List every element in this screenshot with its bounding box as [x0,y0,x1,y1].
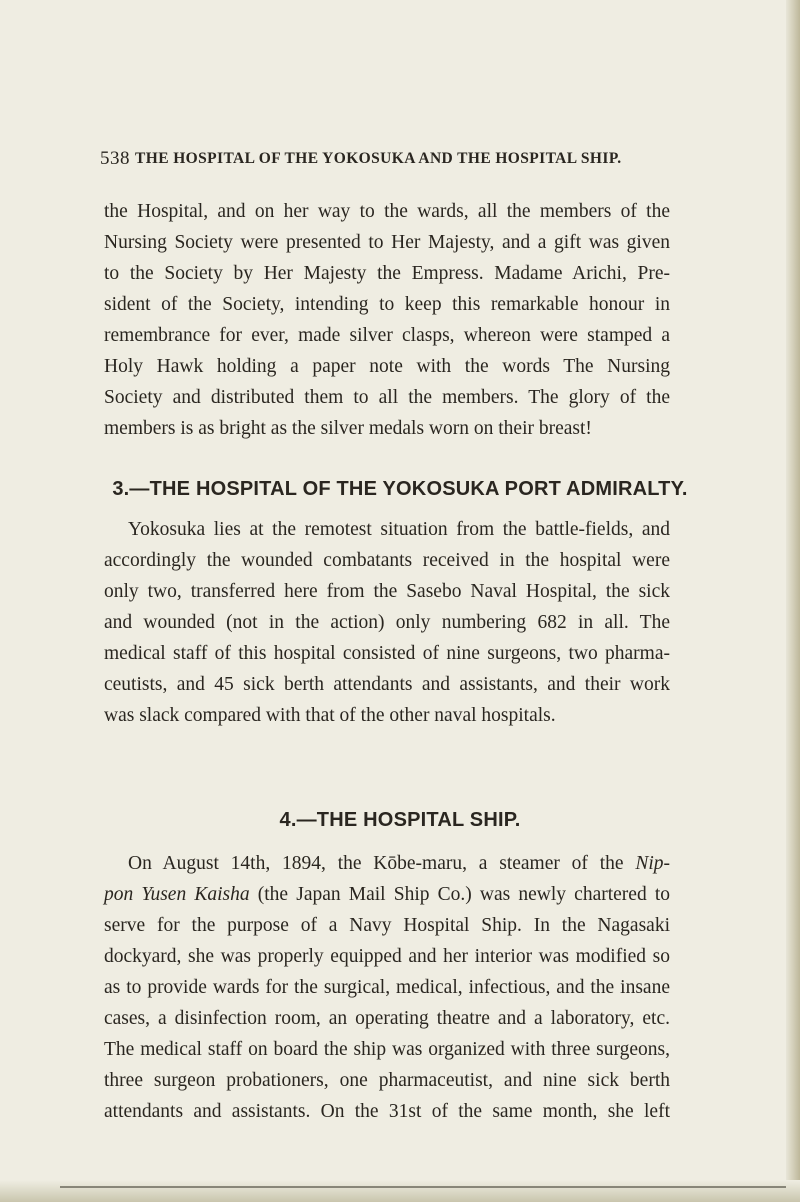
text-line: Nursing Society were presented to Her Majesty, and a gift was given [104,232,670,253]
running-title: THE HOSPITAL OF THE YOKOSUKA AND THE HOSPITAL SHIP. [135,150,622,167]
text-line: serve for the purpose of a Navy Hospital Ship. In the Nagasaki [104,915,670,936]
text-line: ceutists, and 45 sick berth attendants and assistants, and their work [104,674,670,695]
text-line: Yokosuka lies at the remotest situation from the battle-fields, and [128,519,670,540]
paragraph-1 [104,196,670,444]
text-line: only two, transferred here from the Sasebo Naval Hospital, the sick [104,581,670,602]
section-heading-4: 4.—THE HOSPITAL SHIP. [279,809,521,831]
page-bottom-rule [60,1186,786,1188]
text-line: cases, a disinfection room, an operating theatre and a laboratory, etc. [104,1008,670,1029]
text-line: three surgeon probationers, one pharmaceutist, and nine sick berth [104,1070,670,1091]
text-line: sident of the Society, intending to keep this remarkable honour in [104,294,670,315]
text-line: and wounded (not in the action) only numbering 682 in all. The [104,612,670,633]
italic-text: Nip- [635,853,670,874]
page-bottom-edge [0,1180,800,1202]
text-line [104,879,670,910]
text-line: accordingly the wounded combatants received in the hospital were [104,550,670,571]
text-line: The medical staff on board the ship was organized with three surgeons, [104,1039,670,1060]
text-line: was slack compared with that of the other naval hospitals. [104,705,556,726]
italic-text: pon Yusen Kaisha [104,884,250,905]
text-segment: On August 14th, 1894, the Kōbe-maru, a steamer of the [128,853,624,874]
running-head [100,148,740,172]
text-line: Holy Hawk holding a paper note with the words The Nursing [104,356,670,377]
section-heading-3: 3.—THE HOSPITAL OF THE YOKOSUKA PORT ADMIRALTY. [112,478,688,500]
text-line: to the Society by Her Majesty the Empress. Madame Arichi, Pre- [104,263,670,284]
text-line: the Hospital, and on her way to the wards, all the members of the [104,201,670,222]
text-line: remembrance for ever, made silver clasps, whereon were stamped a [104,325,670,346]
page-edge-shadow [786,0,800,1202]
section-4-paragraph [104,848,670,1127]
page-number: 538 [100,148,130,169]
text-line: dockyard, she was properly equipped and her interior was modified so [104,946,670,967]
text-line: members is as bright as the silver medals worn on their breast! [104,418,592,439]
text-line: as to provide wards for the surgical, medical, infectious, and the insane [104,977,670,998]
text-line: Society and distributed them to all the members. The glory of the [104,387,670,408]
text-line: medical staff of this hospital consisted of nine surgeons, two pharma- [104,643,670,664]
text-line [104,848,670,879]
section-3-paragraph [104,514,670,731]
text-segment: (the Japan Mail Ship Co.) was newly chartered to [257,884,671,905]
text-line: attendants and assistants. On the 31st of the same month, she left [104,1101,670,1122]
